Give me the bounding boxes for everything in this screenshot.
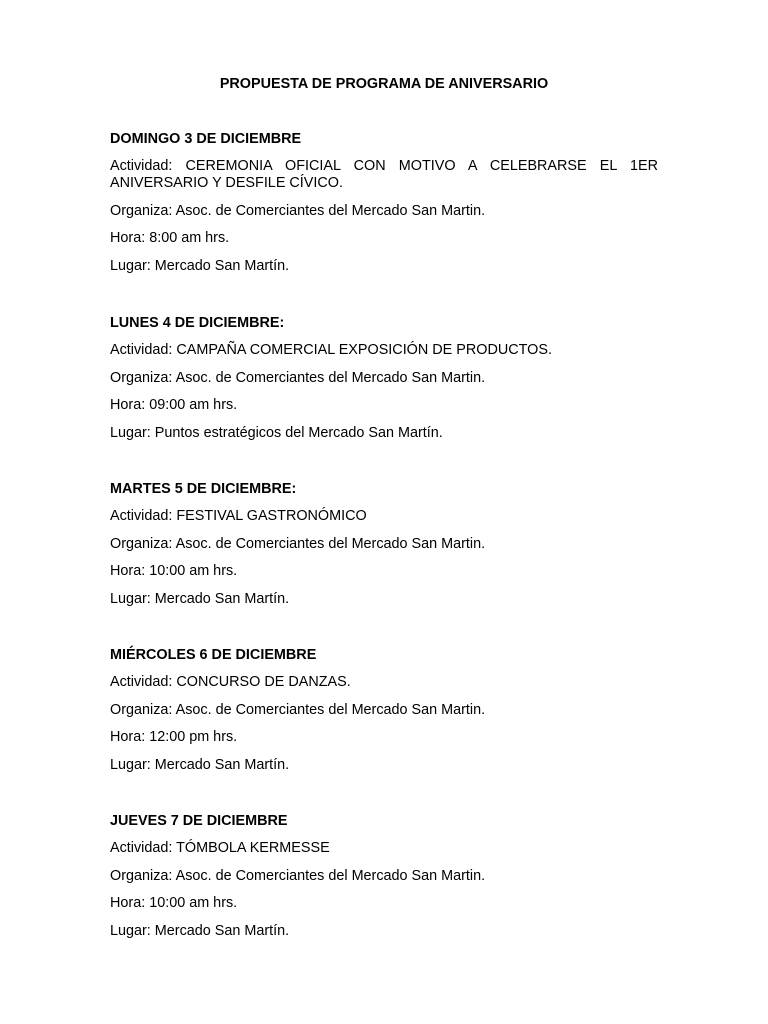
day-heading: LUNES 4 DE DICIEMBRE: <box>110 315 285 331</box>
place-line: Lugar: Mercado San Martín. <box>110 257 290 274</box>
activity-line: Actividad: TÓMBOLA KERMESSE <box>110 840 330 856</box>
place-line: Lugar: Mercado San Martín. <box>110 922 290 939</box>
day-heading: MARTES 5 DE DICIEMBRE: <box>110 481 297 497</box>
day-heading: MIÉRCOLES 6 DE DICIEMBRE <box>110 647 317 663</box>
document-page <box>110 0 658 1024</box>
organizer-line: Organiza: Asoc. de Comerciantes del Mercado San Martin. <box>110 701 486 718</box>
document-title: PROPUESTA DE PROGRAMA DE ANIVERSARIO <box>219 76 549 92</box>
time-line: Hora: 10:00 am hrs. <box>110 563 238 579</box>
day-section-lunes <box>110 315 658 452</box>
day-section-jueves <box>110 813 658 950</box>
organizer-line: Organiza: Asoc. de Comerciantes del Mercado San Martin. <box>110 535 486 552</box>
day-section-martes <box>110 481 658 618</box>
time-line: Hora: 8:00 am hrs. <box>110 230 230 246</box>
time-line: Hora: 12:00 pm hrs. <box>110 729 238 745</box>
place-line: Lugar: Mercado San Martín. <box>110 590 290 607</box>
organizer-line: Organiza: Asoc. de Comerciantes del Mercado San Martin. <box>110 369 486 386</box>
activity-line: Actividad: FESTIVAL GASTRONÓMICO <box>110 508 367 524</box>
activity-line: Actividad: CEREMONIA OFICIAL CON MOTIVO A CELEBRARSE EL 1ER ANIVERSARIO Y DESFILE CÍVICO. <box>110 158 658 191</box>
organizer-line: Organiza: Asoc. de Comerciantes del Mercado San Martin. <box>110 867 486 884</box>
activity-line: Actividad: CAMPAÑA COMERCIAL EXPOSICIÓN DE PRODUCTOS. <box>110 342 552 358</box>
time-line: Hora: 09:00 am hrs. <box>110 397 238 413</box>
time-line: Hora: 10:00 am hrs. <box>110 895 238 911</box>
day-section-domingo <box>110 131 658 285</box>
day-section-miercoles <box>110 647 658 784</box>
organizer-line: Organiza: Asoc. de Comerciantes del Mercado San Martin. <box>110 202 486 219</box>
place-line: Lugar: Puntos estratégicos del Mercado San Martín. <box>110 424 443 441</box>
day-heading: JUEVES 7 DE DICIEMBRE <box>110 813 288 829</box>
place-line: Lugar: Mercado San Martín. <box>110 756 290 773</box>
activity-line: Actividad: CONCURSO DE DANZAS. <box>110 674 351 690</box>
day-heading: DOMINGO 3 DE DICIEMBRE <box>110 131 302 147</box>
